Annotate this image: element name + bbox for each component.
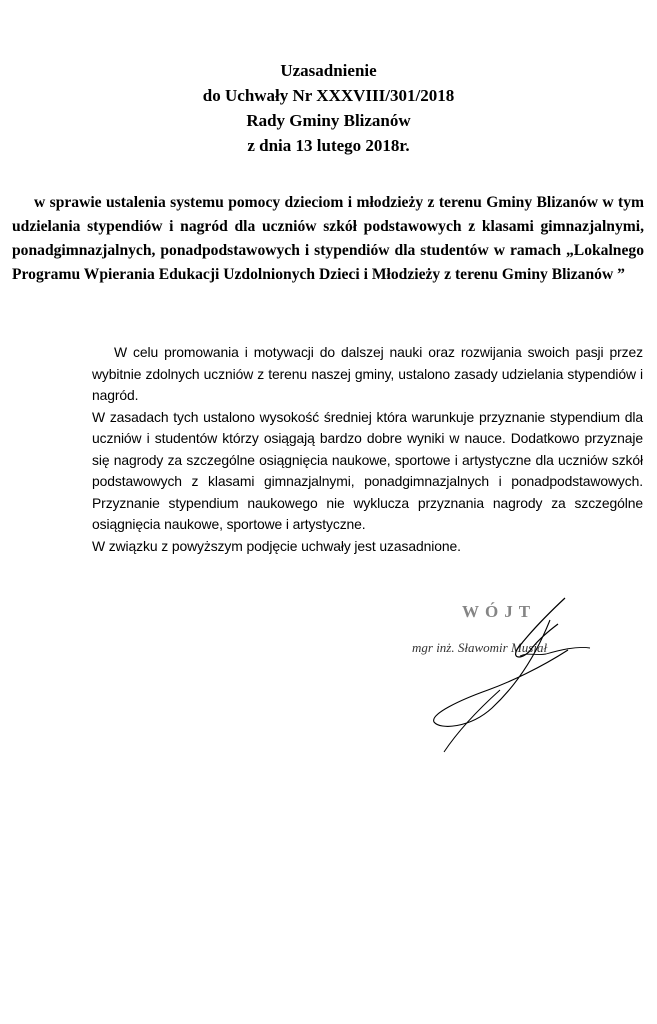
document-title: Uzasadnienie bbox=[280, 61, 377, 80]
justification-body bbox=[92, 342, 643, 557]
council-name: Rady Gminy Blizanów bbox=[246, 111, 411, 130]
handwritten-signature bbox=[400, 590, 620, 760]
stamp-title: WÓJT bbox=[462, 602, 537, 621]
subject-block bbox=[12, 191, 644, 287]
paragraph-3: W związku z powyższym podjęcie uchwały jest uzasadnione. bbox=[92, 537, 461, 554]
paragraph-1: W celu promowania i motywacji do dalszej nauki oraz rozwijania swoich pasji przez wybitnie zdolnych uczniów z terenu naszej gminy, ustalono zasady udzielania stypendiów i nagród. bbox=[92, 344, 643, 403]
resolution-number: do Uchwały Nr XXXVIII/301/2018 bbox=[202, 86, 455, 105]
resolution-date: z dnia 13 lutego 2018r. bbox=[247, 136, 410, 155]
document-header bbox=[0, 58, 657, 158]
paragraph-2: W zasadach tych ustalono wysokość średniej która warunkuje przyznanie stypendium dla uczniów i studentów którzy osiągają bardzo dobre wyniki w nauce. Dodatkowo przyznaje się nagrody za szczególne osiągnięcia naukowe, sportowe i artystyczne dla uczniów szkół podstawowych z klasami gimnazjalnymi, ponadgimnazjalnych i ponadpodstawowych. Przyznanie stypendium naukowego nie wyklucza przyznania nagrody za szczególne osiągnięcia naukowe, sportowe i artystyczne. bbox=[92, 408, 643, 532]
stamp-name: mgr inż. Sławomir Musiał bbox=[412, 640, 548, 655]
signature-block bbox=[400, 590, 620, 760]
subject-text: w sprawie ustalenia systemu pomocy dzieciom i młodzieży z terenu Gminy Blizanów w tym udzielania stypendiów i nagród dla uczniów szkół podstawowych z klasami gimnazjalnymi, ponadgimnazjalnych, ponadpodstawowych i stypendiów dla studentów w ramach „Lokalnego Programu Wpierania Edukacji Uzdolnionych Dzieci i Młodzieży z terenu Gminy Blizanów ” bbox=[12, 194, 644, 283]
